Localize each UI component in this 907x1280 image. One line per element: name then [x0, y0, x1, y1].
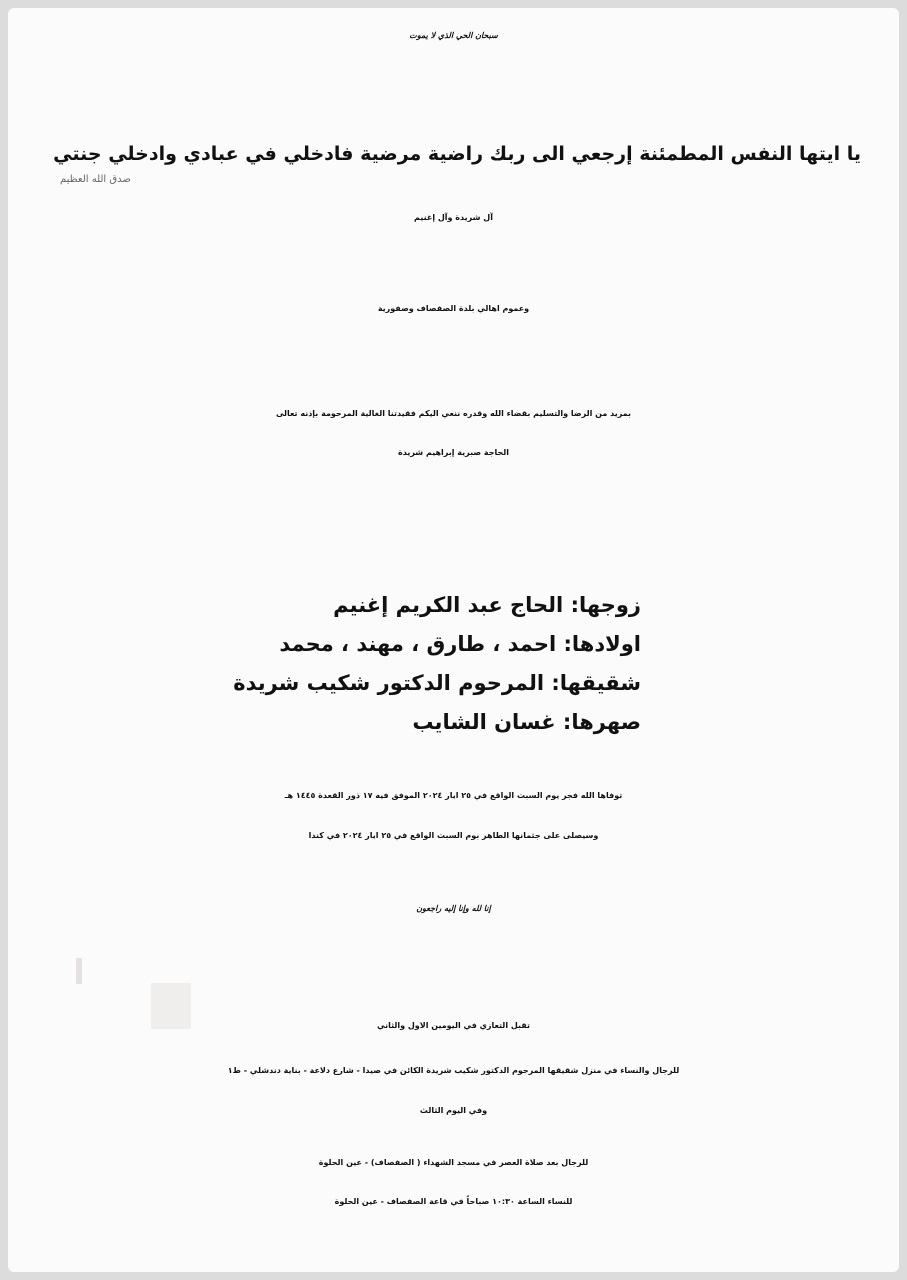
- announcement-intro: بمزيد من الرضا والتسليم بقضاء الله وقدره ننعي اليكم فقيدتنا الغالية المرحومة بإذنه تعالى: [275, 409, 632, 418]
- condolence-women: للنساء الساعة ١٠:٣٠ صباحاً في قاعة الصفصاف - عين الحلوة: [334, 1197, 573, 1206]
- condolence-days-1-2: تقبل التعازي في اليومين الاول والثاني: [376, 1021, 531, 1030]
- condolence-men: للرجال بعد صلاة العصر في مسجد الشهداء ( الصفصاف) - عين الحلوة: [318, 1158, 589, 1167]
- deceased-name: الحاجة صبرية إبراهيم شريدة: [397, 448, 510, 457]
- verse-source: صدق الله العظيم: [60, 174, 131, 185]
- relative-brother: شقيقها: المرحوم الدكتور شكيب شريدة: [233, 671, 641, 695]
- relative-son-in-law: صهرها: غسان الشايب: [412, 710, 641, 734]
- families-subtitle: وعموم اهالي بلدة الصفصاف وصفورية: [377, 304, 530, 313]
- paper-stain: [76, 958, 82, 984]
- families-title: آل شريدة وآل إغنيم: [414, 213, 493, 222]
- condolence-location-1: للرجال والنساء في منزل شقيقها المرحوم الدكتور شكيب شريدة الكائن في صيدا - شارع دلاعة - بناية دندشلي - ط١: [227, 1066, 680, 1075]
- funeral-prayer-line: وسيصلى على جثمانها الطاهر بوم السبت الواقع في ٢٥ ايار ٢٠٢٤ في كندا: [308, 831, 599, 840]
- quran-verse: يا ايتها النفس المطمئنة إرجعي الى ربك راضية مرضية فادخلي في عبادي وادخلي جنتي: [53, 143, 861, 165]
- condolence-day-3: وفي اليوم الثالث: [419, 1106, 488, 1115]
- relative-children: اولادها: احمد ، طارق ، مهند ، محمد: [279, 632, 641, 656]
- obituary-page: [8, 8, 899, 1272]
- death-date-line: توفاها الله فجر يوم السبت الواقع في ٢٥ ايار ٢٠٢٤ الموفق فيه ١٧ ذور القعدة ١٤٤٥ هـ: [284, 791, 623, 800]
- header-calligraphy: سبحان الحي الذي لا يموت: [409, 30, 498, 40]
- relative-husband: زوجها: الحاج عبد الكريم إغنيم: [333, 593, 641, 617]
- quran-calligraphy: إنا لله وإنا إليه راجعون: [416, 903, 491, 913]
